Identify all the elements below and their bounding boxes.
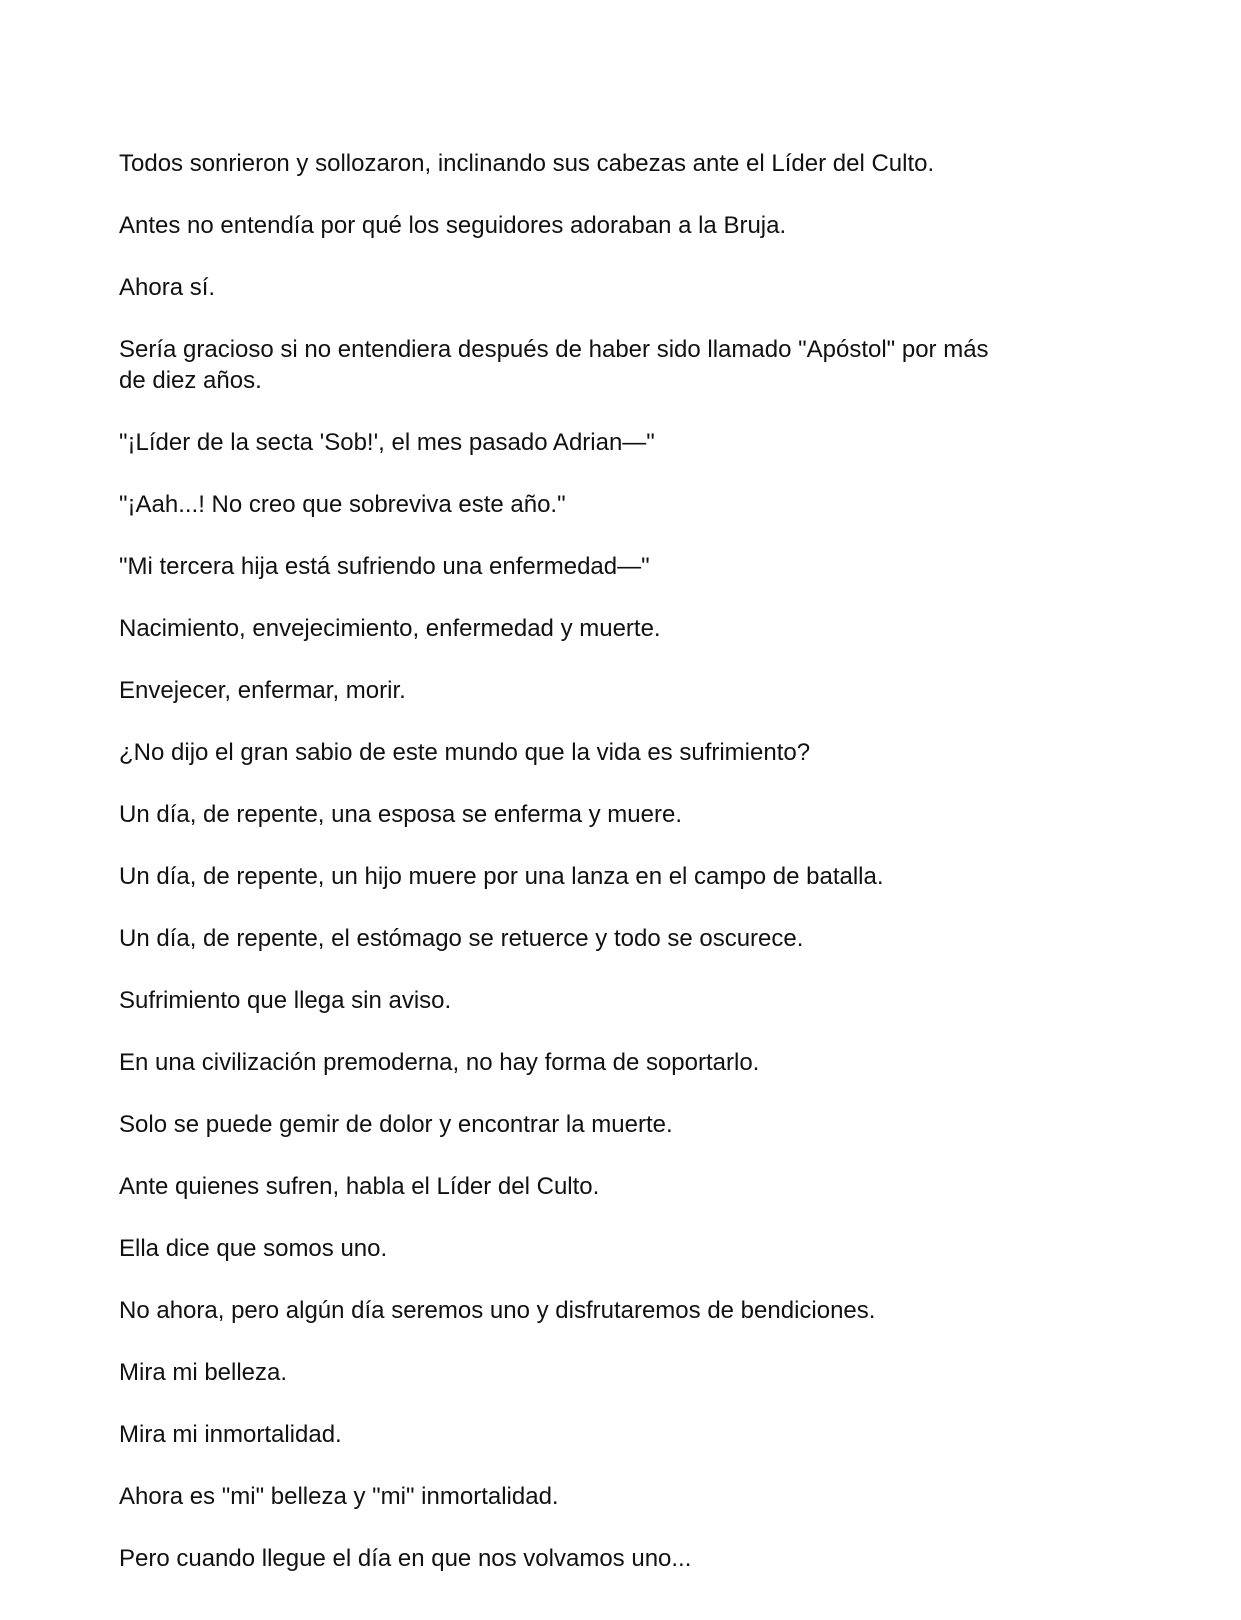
paragraph: Ella dice que somos uno.: [119, 1235, 388, 1262]
paragraph: Ahora sí.: [119, 274, 216, 301]
paragraph: Pero cuando llegue el día en que nos volvamos uno...: [119, 1545, 692, 1572]
paragraph: ¿No dijo el gran sabio de este mundo que la vida es sufrimiento?: [119, 739, 811, 766]
paragraph: Mira mi inmortalidad.: [119, 1421, 342, 1448]
paragraph: "¡Aah...! No creo que sobreviva este año.": [119, 491, 566, 518]
paragraph: No ahora, pero algún día seremos uno y disfrutaremos de bendiciones.: [119, 1297, 876, 1324]
paragraph: "¡Líder de la secta 'Sob!', el mes pasado Adrian—": [119, 429, 655, 456]
paragraph: Envejecer, enfermar, morir.: [119, 677, 406, 704]
paragraph: Ahora es "mi" belleza y "mi" inmortalidad.: [119, 1483, 559, 1510]
paragraph: Nacimiento, envejecimiento, enfermedad y muerte.: [119, 615, 661, 642]
paragraph: Mira mi belleza.: [119, 1359, 288, 1386]
paragraph: Un día, de repente, un hijo muere por una lanza en el campo de batalla.: [119, 863, 884, 890]
paragraph: Sería gracioso si no entendiera después de haber sido llamado "Apóstol" por más de diez años.: [119, 336, 989, 394]
paragraph: Un día, de repente, una esposa se enferma y muere.: [119, 801, 683, 828]
document-body: [119, 148, 1129, 1605]
paragraph: Sufrimiento que llega sin aviso.: [119, 987, 452, 1014]
paragraph: Ante quienes sufren, habla el Líder del Culto.: [119, 1173, 600, 1200]
paragraph: Todos sonrieron y sollozaron, inclinando sus cabezas ante el Líder del Culto.: [119, 150, 935, 177]
paragraph: "Mi tercera hija está sufriendo una enfermedad—": [119, 553, 650, 580]
paragraph: Solo se puede gemir de dolor y encontrar la muerte.: [119, 1111, 673, 1138]
paragraph: En una civilización premoderna, no hay forma de soportarlo.: [119, 1049, 760, 1076]
paragraph: Un día, de repente, el estómago se retuerce y todo se oscurece.: [119, 925, 804, 952]
paragraph: Antes no entendía por qué los seguidores adoraban a la Bruja.: [119, 212, 787, 239]
